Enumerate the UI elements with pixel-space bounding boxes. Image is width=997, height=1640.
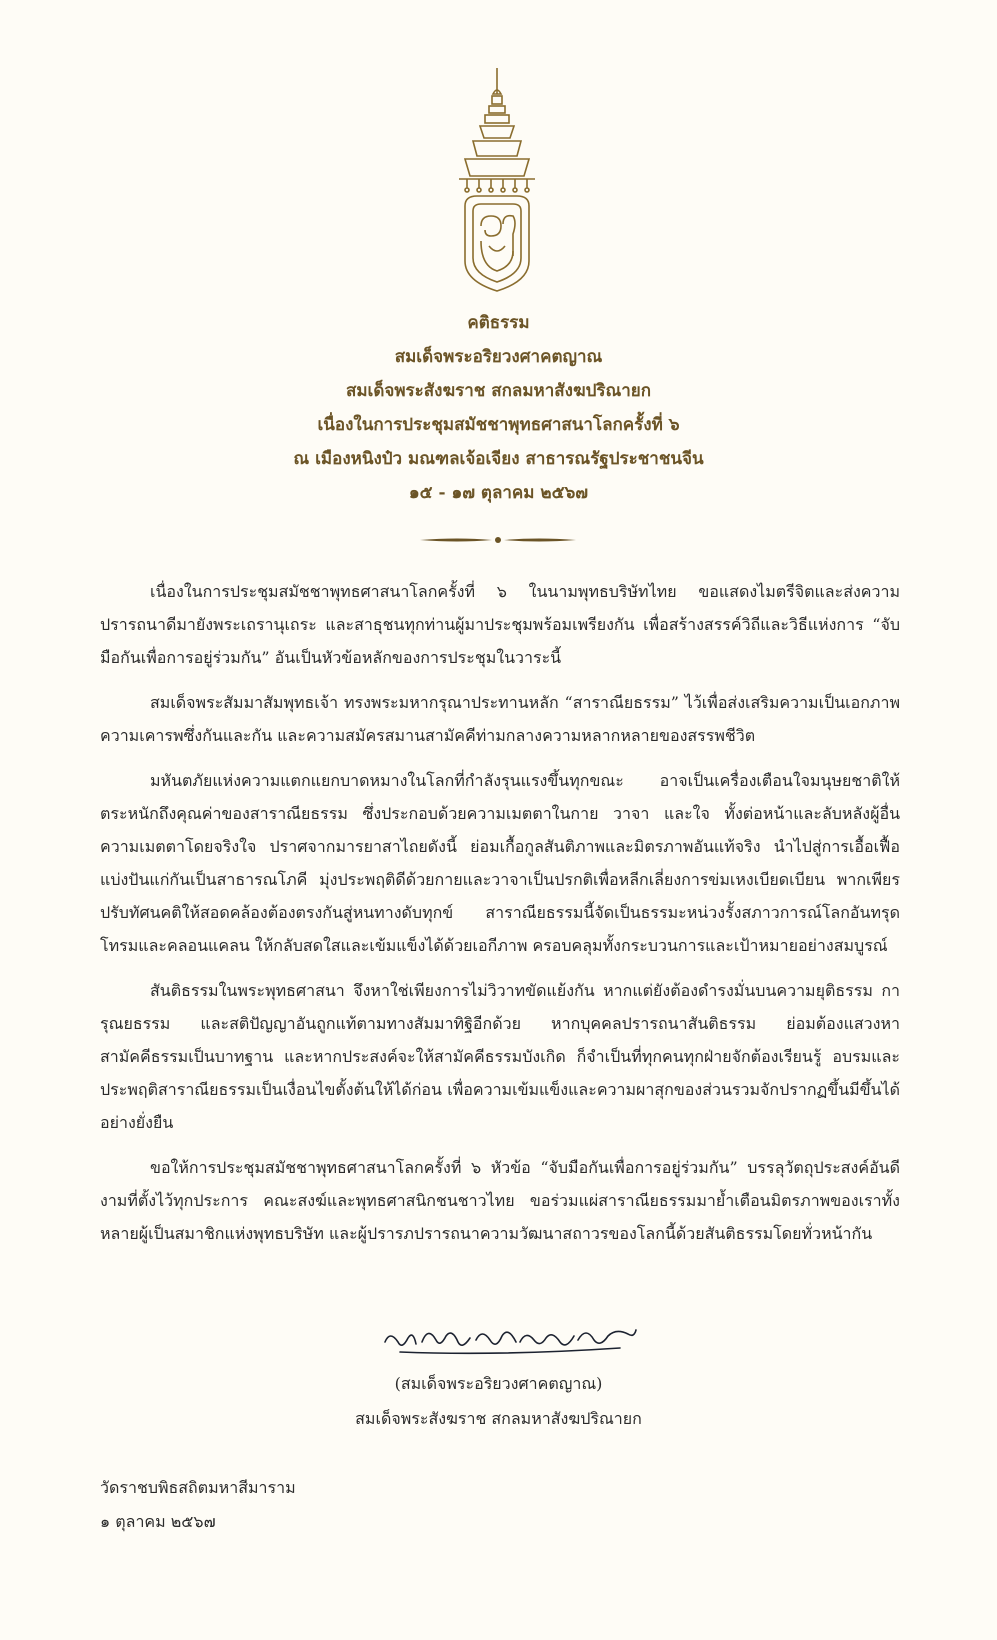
divider-ornament-icon	[418, 530, 578, 550]
signer-name: (สมเด็จพระอริยวงศาคตญาณ)	[394, 1374, 603, 1393]
handwritten-signature	[380, 1312, 640, 1362]
header-author: สมเด็จพระอริยวงศาคตญาณ	[394, 347, 603, 367]
header-occasion: เนื่องในการประชุมสมัชชาพุทธศาสนาโลกครั้งที่ ๖	[317, 415, 680, 435]
body-paragraph: สันติธรรมในพระพุทธศาสนา จึงหาใช่เพียงการไม่วิวาทขัดแย้งกัน หากแต่ยังต้องดำรงมั่นบนความยุติธรรม การุณยธรรม และสติปัญญาอันถูกแท้ตามทางสัมมาทิฐิอีกด้วย หากบุคคลปรารถนาสันติธรรม ย่อมต้องแสวงหาสามัคคีธรรมเป็นบาทฐาน และหากประสงค์จะให้สามัคคีธรรมบังเกิด ก็จำเป็นที่ทุกคนทุกฝ่ายจักต้องเรียนรู้ อบรมและประพฤติสาราณียธรรมเป็นเงื่อนไขตั้งต้นให้ได้ก่อน เพื่อความเข้มแข็งและความผาสุกของส่วนรวมจักปรากฏขึ้นมีขึ้นได้อย่างยั่งยืน	[100, 981, 900, 1132]
body-paragraph: สมเด็จพระสัมมาสัมพุทธเจ้า ทรงพระมหากรุณาประทานหลัก “สาราณียธรรม” ไว้เพื่อส่งเสริมความเป็นเอกภาพ ความเคารพซึ่งกันและกัน และความสมัครสมานสามัคคีท่ามกลางความหลากหลายของสรรพชีวิต	[100, 693, 900, 745]
header-dates: ๑๕ - ๑๗ ตุลาคม ๒๕๖๗	[408, 483, 589, 503]
header-title: คติธรรม	[467, 313, 530, 333]
letter-body	[100, 575, 900, 1262]
body-paragraph: เนื่องในการประชุมสมัชชาพุทธศาสนาโลกครั้งที่ ๖ ในนามพุทธบริษัทไทย ขอแสดงไมตรีจิตและส่งความปรารถนาดีมายังพระเถรานุเถระ และสาธุชนทุกท่านผู้มาประชุมพร้อมเพรียงกัน เพื่อสร้างสรรค์วิถีและวิธีแห่งการ “จับมือกันเพื่อการอยู่ร่วมกัน” อันเป็นหัวข้อหลักของการประชุมในวาระนี้	[100, 582, 900, 667]
issue-place: วัดราชบพิธสถิตมหาสีมาราม	[100, 1478, 296, 1497]
signer-title: สมเด็จพระสังฆราช สกลมหาสังฆปริณายก	[355, 1409, 642, 1428]
body-paragraph: ขอให้การประชุมสมัชชาพุทธศาสนาโลกครั้งที่ ๖ หัวข้อ “จับมือกันเพื่อการอยู่ร่วมกัน” บรรลุวัตถุประสงค์อันดีงามที่ตั้งไว้ทุกประการ คณะสงฆ์และพุทธศาสนิกชนชาวไทย ขอร่วมแผ่สาราณียธรรมมาย้ำเตือนมิตรภาพของเราทั้งหลายผู้เป็นสมาชิกแห่งพุทธบริษัท และผู้ปรารภปรารถนาความวัฒนาสถาวรของโลกนี้ด้วยสันติธรรมโดยทั่วหน้ากัน	[100, 1158, 900, 1243]
body-paragraph: มหันตภัยแห่งความแตกแยกบาดหมางในโลกที่กำลังรุนแรงขึ้นทุกขณะ อาจเป็นเครื่องเตือนใจมนุษยชาติให้ตระหนักถึงคุณค่าของสาราณียธรรม ซึ่งประกอบด้วยความเมตตาในกาย วาจา และใจ ทั้งต่อหน้าและลับหลังผู้อื่น ความเมตตาโดยจริงใจ ปราศจากมารยาสาไถยดังนี้ ย่อมเกื้อกูลสันติภาพและมิตรภาพอันแท้จริง นำไปสู่การเอื้อเฟื้อแบ่งปันแก่กันเป็นสาธารณโภคี มุ่งประพฤติดีด้วยกายและวาจาเป็นปรกติเพื่อหลีกเลี่ยงการข่มเหงเบียดเบียน พากเพียรปรับทัศนคติให้สอดคล้องต้องตรงกันสู่หนทางดับทุกข์ สาราณียธรรมนี้จัดเป็นธรรมะหน่วงรั้งสภาวการณ์โลกอันทรุดโทรมและคลอนแคลน ให้กลับสดใสและเข้มแข็งได้ด้วยเอกีภาพ ครอบคลุมทั้งกระบวนการและเป้าหมายอย่างสมบูรณ์	[100, 771, 900, 955]
header-author-title: สมเด็จพระสังฆราช สกลมหาสังฆปริณายก	[345, 381, 652, 401]
header-location: ณ เมืองหนิงป๋ว มณฑลเจ้อเจียง สาธารณรัฐประชาชนจีน	[293, 449, 704, 469]
royal-emblem-icon	[447, 66, 547, 296]
issue-date: ๑ ตุลาคม ๒๕๖๗	[100, 1512, 216, 1531]
letter-header	[0, 306, 997, 510]
